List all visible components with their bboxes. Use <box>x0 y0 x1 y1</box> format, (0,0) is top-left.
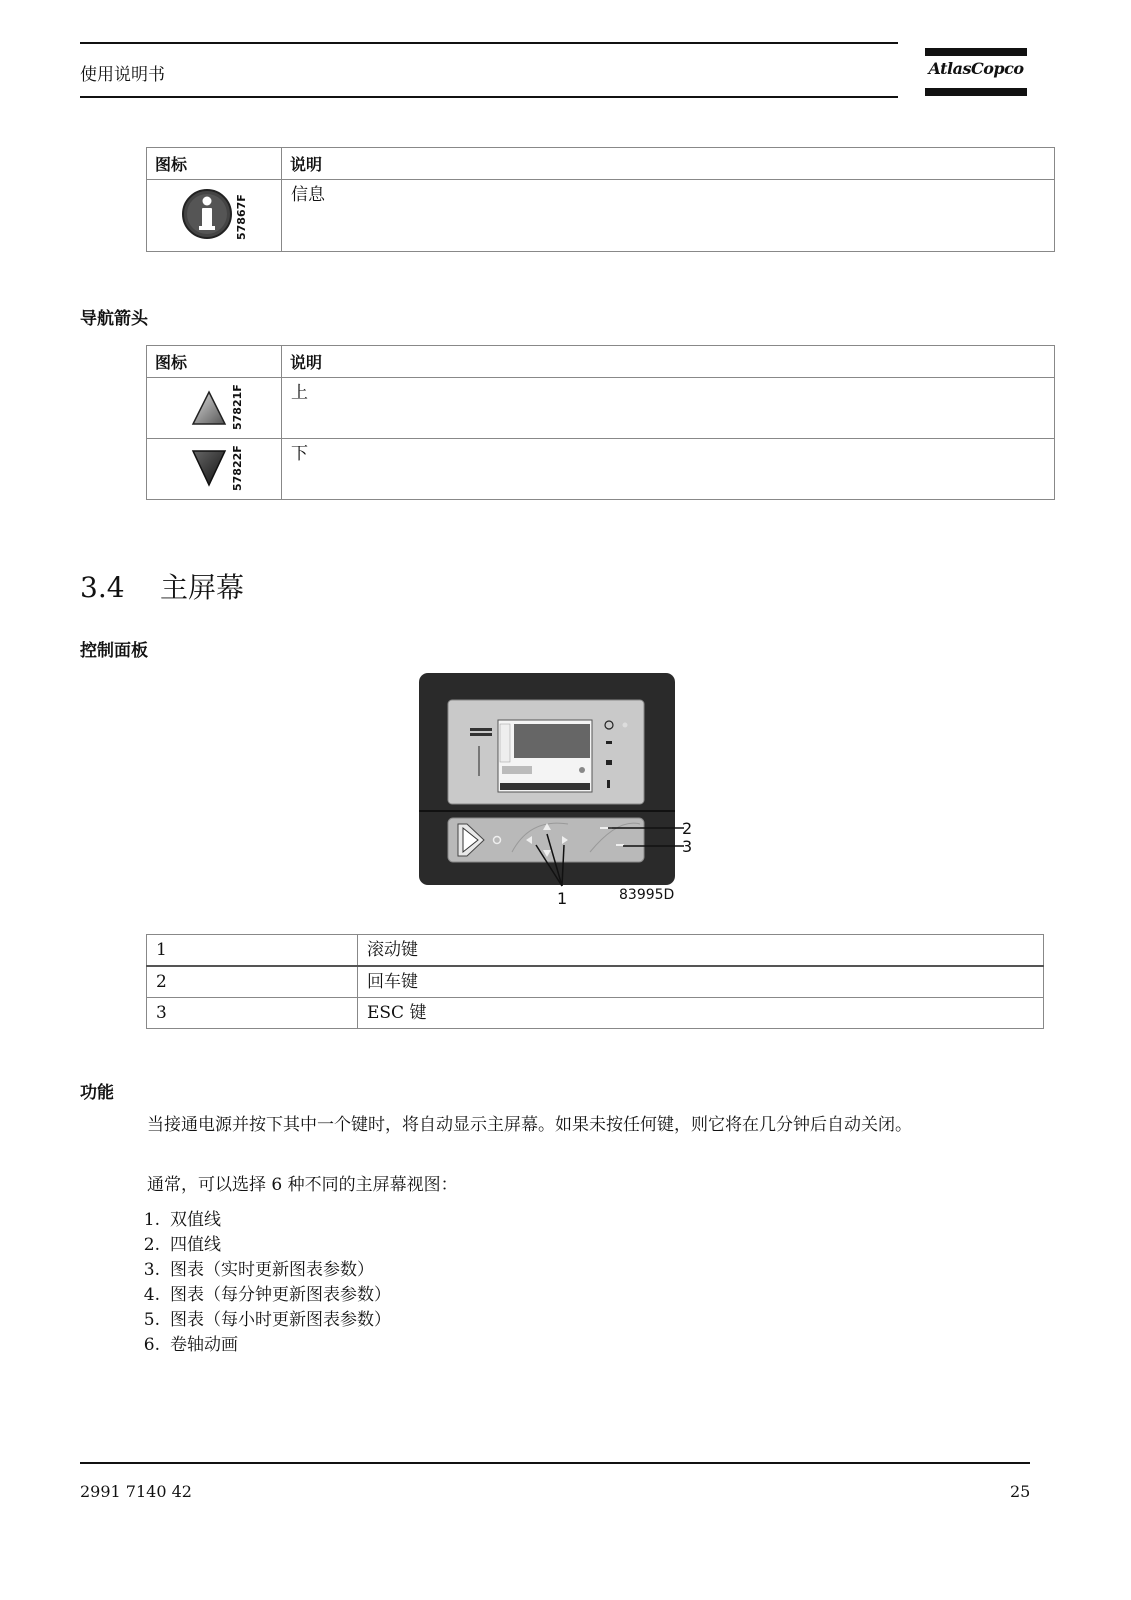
col-icon-header: 图标 <box>147 346 282 378</box>
atlas-copco-logo <box>925 46 1027 98</box>
arrow-up-icon <box>191 390 227 426</box>
function-heading: 功能 <box>80 1083 114 1103</box>
header-top-rule <box>80 42 898 44</box>
legend-table <box>146 934 1044 1029</box>
legend-label: 滚动键 <box>358 935 1044 967</box>
icon-cell-down <box>147 439 282 500</box>
icon-cell-up <box>147 378 282 439</box>
doc-number: 2991 7140 42 <box>80 1482 192 1501</box>
callout-3: 3 <box>682 837 693 856</box>
header-bottom-rule <box>80 96 898 98</box>
row-desc-up: 上 <box>282 378 1055 439</box>
list-item: 4. 图表（每分钟更新图表参数） <box>143 1285 391 1305</box>
list-item: 2. 四值线 <box>143 1235 221 1255</box>
section-number: 3.4 <box>80 571 125 604</box>
legend-num: 2 <box>147 966 358 998</box>
legend-label: ESC 键 <box>358 998 1044 1029</box>
icon-code: 57821F <box>231 384 244 430</box>
col-desc-header: 说明 <box>282 346 1055 378</box>
icon-code: 57822F <box>231 445 244 491</box>
info-icon <box>181 188 233 240</box>
arrow-down-icon <box>191 449 227 487</box>
row-desc-info: 信息 <box>282 180 1055 252</box>
icon-table-info <box>146 147 1055 252</box>
legend-num: 1 <box>147 935 358 967</box>
list-item: 6. 卷轴动画 <box>143 1335 238 1355</box>
control-panel-figure <box>418 672 708 910</box>
figure-code: 83995D <box>619 887 675 903</box>
icon-code: 57867F <box>235 194 248 240</box>
icon-cell-info <box>147 180 282 252</box>
footer-rule <box>80 1462 1030 1464</box>
list-item: 1. 双值线 <box>143 1210 221 1230</box>
col-desc-header: 说明 <box>282 148 1055 180</box>
list-item: 5. 图表（每小时更新图表参数） <box>143 1310 391 1330</box>
function-para-1: 当接通电源并按下其中一个键时，将自动显示主屏幕。如果未按任何键，则它将在几分钟后自动关闭。 <box>147 1115 912 1135</box>
row-desc-down: 下 <box>282 439 1055 500</box>
nav-heading: 导航箭头 <box>80 309 148 329</box>
callout-2: 2 <box>682 819 693 838</box>
section-title: 主屏幕 <box>160 571 245 604</box>
legend-num: 3 <box>147 998 358 1029</box>
legend-label: 回车键 <box>358 966 1044 998</box>
view-list <box>126 1208 391 1358</box>
header-title: 使用说明书 <box>80 65 165 85</box>
control-panel-heading: 控制面板 <box>80 641 148 661</box>
function-para-2: 通常，可以选择 6 种不同的主屏幕视图： <box>147 1175 458 1195</box>
list-item: 3. 图表（实时更新图表参数） <box>143 1260 374 1280</box>
logo-text: AtlasCopco <box>928 59 1024 78</box>
page-number: 25 <box>1010 1482 1031 1501</box>
section-heading <box>80 566 244 606</box>
icon-table-nav <box>146 345 1055 500</box>
callout-1: 1 <box>557 889 568 908</box>
col-icon-header: 图标 <box>147 148 282 180</box>
